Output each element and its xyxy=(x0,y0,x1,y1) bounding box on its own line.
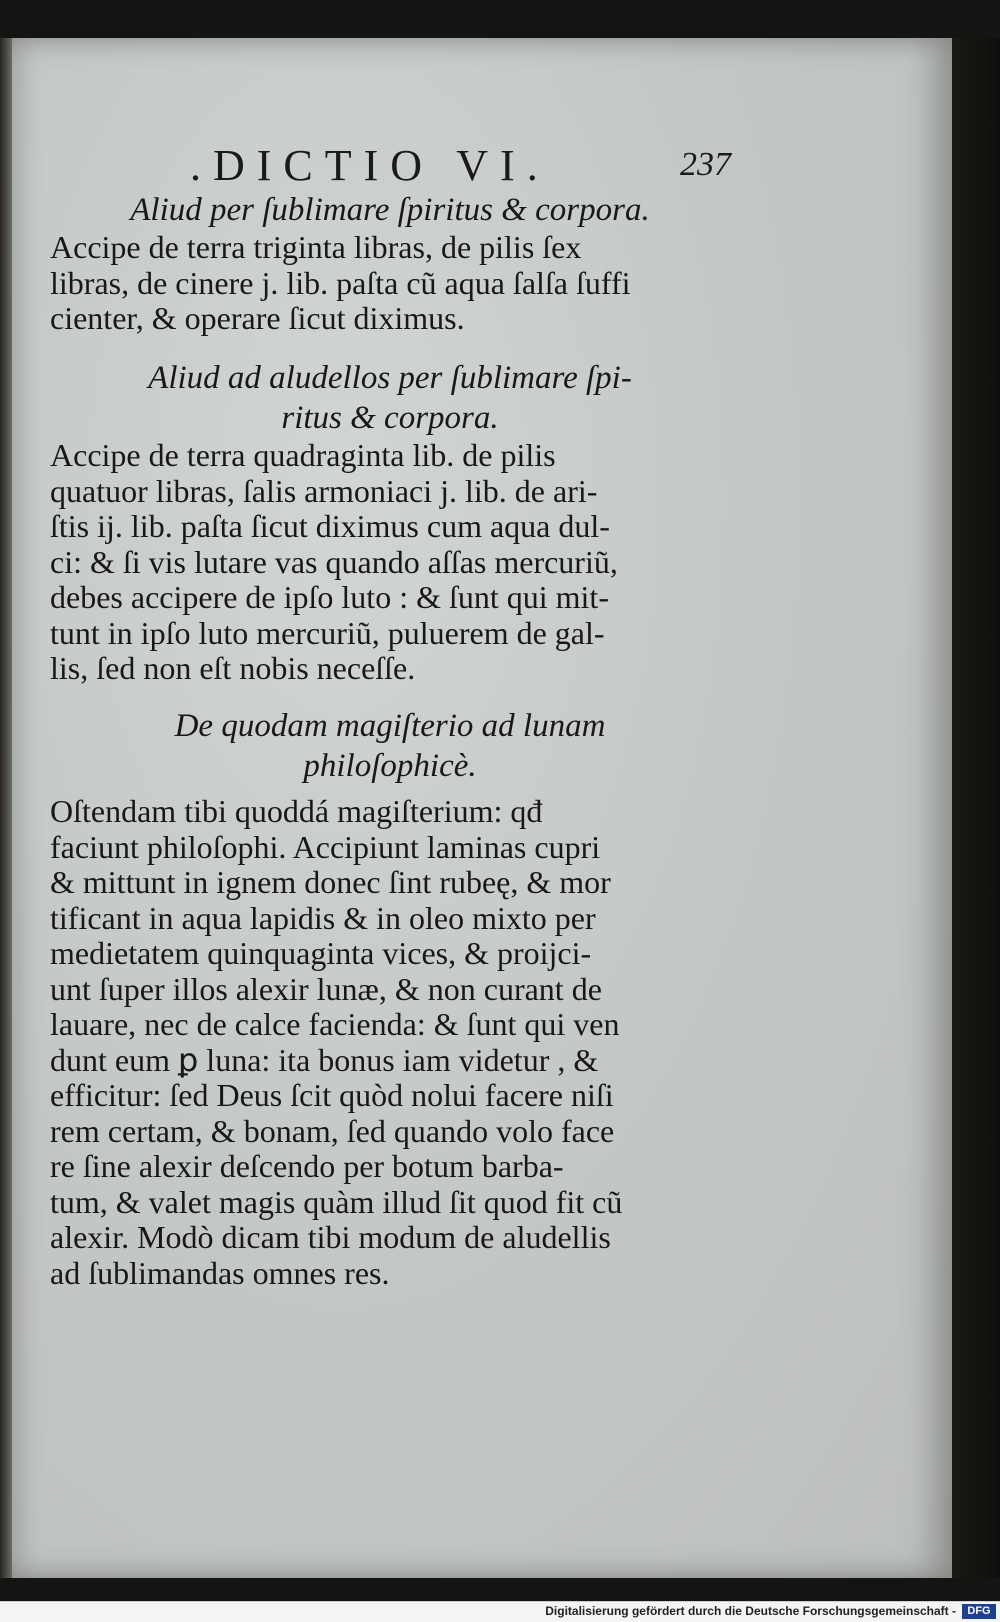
section-heading: Aliud per ſublimare ſpiritus & corpora. xyxy=(130,192,650,228)
page-number: 237 xyxy=(680,146,731,183)
section-heading-line1: Aliud ad aludellos per ſublimare ſpi- xyxy=(148,360,632,396)
section-1 xyxy=(50,190,730,337)
section-heading-line1: De quodam magiſterio ad lunam xyxy=(174,708,606,744)
digitization-footer xyxy=(0,1601,1000,1622)
section-3 xyxy=(50,706,730,1291)
dfg-logo: DFG xyxy=(962,1604,996,1619)
section-heading-line2: philoſophicè. xyxy=(303,748,477,784)
footer-credit: Digitalisierung gefördert durch die Deutsche Forschungsgemeinschaft - xyxy=(545,1604,956,1618)
section-paragraph: Accipe de terra triginta libras, de pilis ſex libras, de cinere j. lib. paſta cũ aqua ſalſa ſuffi cienter, & operare ſicut diximus. xyxy=(50,229,631,336)
section-paragraph: Accipe de terra quadraginta lib. de pilis quatuor libras, ſalis armoniaci j. lib. de ari- ſtis ij. lib. paſta ſicut diximus cum aqua dul- ci: & ſi vis lutare vas quando aſſas mercuriũ, debes accipere de ipſo luto : & ſunt qui mit- tunt in ipſo luto mercuriũ, puluerem de gal- lis, ſed non eſt nobis neceſſe. xyxy=(50,437,618,686)
running-head: .DICTIO VI. xyxy=(190,141,550,190)
section-heading-line2: ritus & corpora. xyxy=(281,400,499,436)
section-2 xyxy=(50,358,730,687)
book-spine xyxy=(0,38,12,1578)
page-header xyxy=(190,140,750,192)
section-paragraph: Oſtendam tibi quoddá magiſterium: qđ faciunt philoſophi. Accipiunt laminas cupri & mittunt in ignem donec ſint rubeę, & mor tificant in aqua lapidis & in oleo mixto per medietatem quinquaginta vices, & proijci- unt ſuper illos alexir lunæ, & non curant de lauare, nec de calce facienda: & ſunt qui ven dunt eum ꝑ luna: ita bonus iam videtur , & efficitur: ſed Deus ſcit quòd nolui facere niſi rem certam, & bonam, ſed quando volo face re ſine alexir deſcendo per botum barba- tum, & valet magis quàm illud ſit quod fit cũ alexir. Modò dicam tibi modum de aludellis ad ſublimandas omnes res. xyxy=(50,793,623,1291)
book-edge xyxy=(952,38,1000,1578)
